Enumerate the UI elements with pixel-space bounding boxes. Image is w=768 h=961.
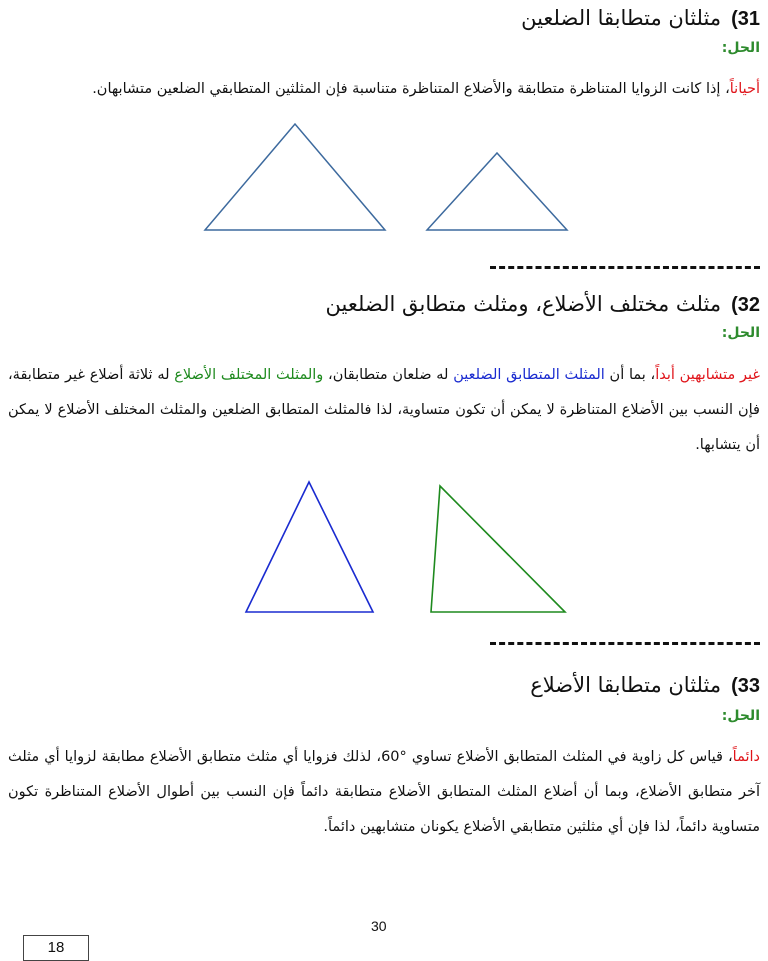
q31-small-isosceles-triangle bbox=[427, 153, 567, 230]
q32-text-2: له ضلعان متطابقان، bbox=[323, 367, 454, 383]
q33-title: مثلثان متطابقا الأضلاع bbox=[530, 673, 722, 697]
q33-paragraph bbox=[8, 740, 760, 845]
separator-2 bbox=[490, 642, 760, 645]
q32-text-1: ، بما أن bbox=[604, 367, 656, 383]
q32-scalene-term: والمثلث المختلف الأضلاع bbox=[174, 367, 324, 383]
separator-1 bbox=[490, 266, 760, 269]
q33-heading bbox=[530, 673, 760, 698]
q32-number: 32) bbox=[731, 294, 760, 316]
q33-text: ، قياس كل زاوية في المثلث المتطابق الأضلاع تساوي °60، لذلك فزوايا أي مثلث متطابق الأضلاع مطابقة لزوايا أي مثلث آخر متطابق الأضلاع، وبما أن أضلاع المثلث المتطابق الأضلاع متطابقة دائماً فإن النسب بين أطوال الأضلاع المتناظرة تكون متساوية دائماً، لذا فإن أي مثلثين متطابقي الأضلاع يكونان متشابهين دائماً. bbox=[8, 749, 760, 835]
q33-number: 33) bbox=[731, 675, 760, 697]
q32-solution-label: الحل: bbox=[721, 325, 760, 341]
q32-triangles-figure bbox=[238, 476, 573, 618]
page-number: 30 bbox=[371, 918, 387, 934]
q31-triangles-figure bbox=[195, 118, 575, 238]
q31-paragraph bbox=[8, 72, 760, 107]
q31-number: 31) bbox=[731, 8, 760, 30]
q31-title: مثلثان متطابقا الضلعين bbox=[521, 6, 722, 30]
q32-heading bbox=[326, 292, 761, 317]
q31-answer: أحياناً bbox=[729, 81, 760, 97]
q32-isosceles-term: المثلث المتطابق الضلعين bbox=[453, 367, 605, 383]
q31-heading bbox=[521, 6, 760, 31]
q31-text: ، إذا كانت الزوايا المتناظرة متطابقة والأضلاع المتناظرة متناسبة فإن المثلثين المتطابقي الضلعين متشابهان. bbox=[92, 81, 730, 97]
box-number: 18 bbox=[23, 935, 89, 961]
q32-answer: غير متشابهين أبداً bbox=[655, 367, 761, 383]
q32-scalene-triangle bbox=[431, 486, 565, 612]
q33-solution-label: الحل: bbox=[721, 708, 760, 724]
q32-paragraph bbox=[8, 358, 760, 463]
q32-text-3: له ثلاثة أضلاع غير متطابقة، فإن النسب بين الأضلاع المتناظرة لا يمكن أن تكون متساوية، لذا فالمثلث المتطابق الضلعين والمثلث المختلف الأضلاع لا يمكن أن يتشابها. bbox=[8, 367, 760, 453]
q31-solution-label: الحل: bbox=[721, 40, 760, 56]
q32-title: مثلث مختلف الأضلاع، ومثلث متطابق الضلعين bbox=[325, 292, 722, 316]
q32-isosceles-triangle bbox=[246, 482, 373, 612]
q31-large-isosceles-triangle bbox=[205, 124, 385, 230]
q33-answer: دائماً bbox=[732, 749, 760, 765]
